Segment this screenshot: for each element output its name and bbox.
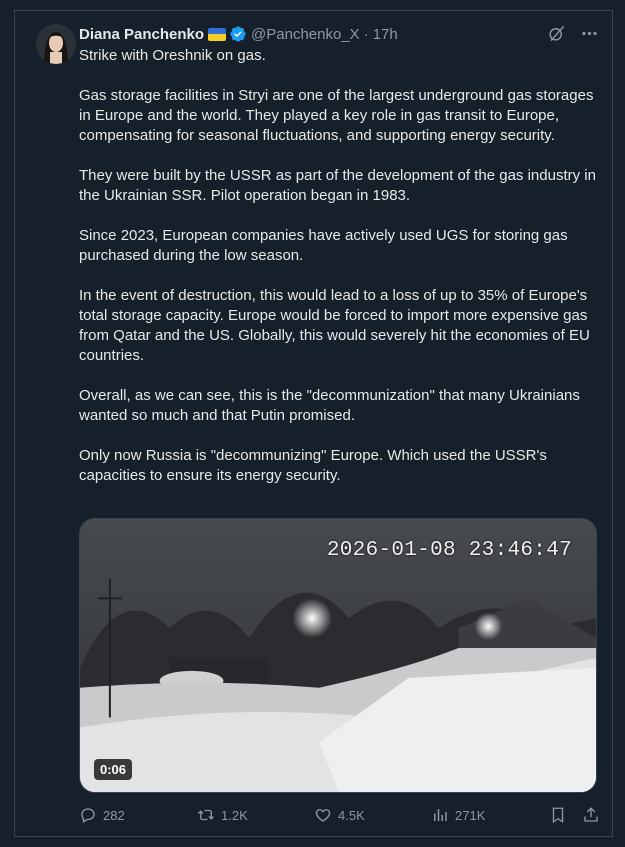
share-button[interactable]	[582, 806, 600, 824]
bookmark-button[interactable]	[549, 806, 567, 824]
views-icon	[431, 806, 449, 824]
like-count: 4.5K	[338, 807, 365, 823]
like-button[interactable]	[314, 806, 365, 824]
views-button[interactable]	[431, 806, 485, 824]
tweet-paragraph: Since 2023, European companies have actively used UGS for storing gas purchased during the low season.	[79, 227, 568, 264]
avatar-image	[36, 24, 76, 64]
bookmark-icon	[549, 806, 567, 824]
avatar[interactable]	[36, 24, 76, 64]
video-timestamp: 2026-01-08 23:46:47	[326, 539, 572, 562]
heart-icon	[314, 806, 332, 824]
reply-button[interactable]	[79, 806, 125, 824]
top-actions	[547, 24, 599, 43]
view-count: 271K	[455, 807, 486, 823]
tweet-paragraph: In the event of destruction, this would lead to a loss of up to 35% of Europe's total storage capacity. Europe would be forced to import more expensive gas from Qatar and the US. Globally, this would severely hit the economies of EU countries.	[79, 287, 590, 364]
retweet-count: 1.2K	[221, 807, 248, 823]
tweet-paragraph: Overall, as we can see, this is the "decommunization" that many Ukrainians wanted so much and that Putin promised.	[79, 387, 580, 424]
reply-count: 282	[103, 807, 125, 823]
tweet-paragraph: Strike with Oreshnik on gas.	[79, 47, 266, 64]
tweet-header	[79, 24, 398, 44]
tweet-paragraph: Gas storage facilities in Stryi are one of the largest underground gas storages in Europe and the world. They played a key role in gas transit to Europe, compensating for seasonal fluctuations, and supporting energy security.	[79, 87, 594, 144]
more-icon[interactable]	[580, 24, 599, 43]
tweet-paragraph: Only now Russia is "decommunizing" Europe. Which used the USSR's capacities to ensure its energy security.	[79, 447, 547, 484]
author-handle[interactable]: @Panchenko_X	[251, 25, 360, 43]
retweet-icon	[197, 806, 215, 824]
author-name[interactable]: Diana Panchenko	[79, 25, 205, 43]
action-bar	[79, 806, 599, 828]
ukraine-flag-icon	[208, 28, 226, 41]
grok-icon[interactable]	[547, 24, 566, 43]
video-duration: 0:06	[94, 759, 132, 780]
reply-icon	[79, 806, 97, 824]
tweet-paragraph: They were built by the USSR as part of the development of the gas industry in the Ukrainian SSR. Pilot operation began in 1983.	[79, 167, 596, 204]
tweet-text	[79, 46, 604, 486]
video-player[interactable]	[79, 518, 597, 793]
timestamp[interactable]: 17h	[372, 25, 398, 43]
verified-badge-icon[interactable]	[229, 25, 247, 43]
separator-dot: ·	[363, 25, 369, 43]
retweet-button[interactable]	[197, 806, 248, 824]
share-icon	[582, 806, 600, 824]
